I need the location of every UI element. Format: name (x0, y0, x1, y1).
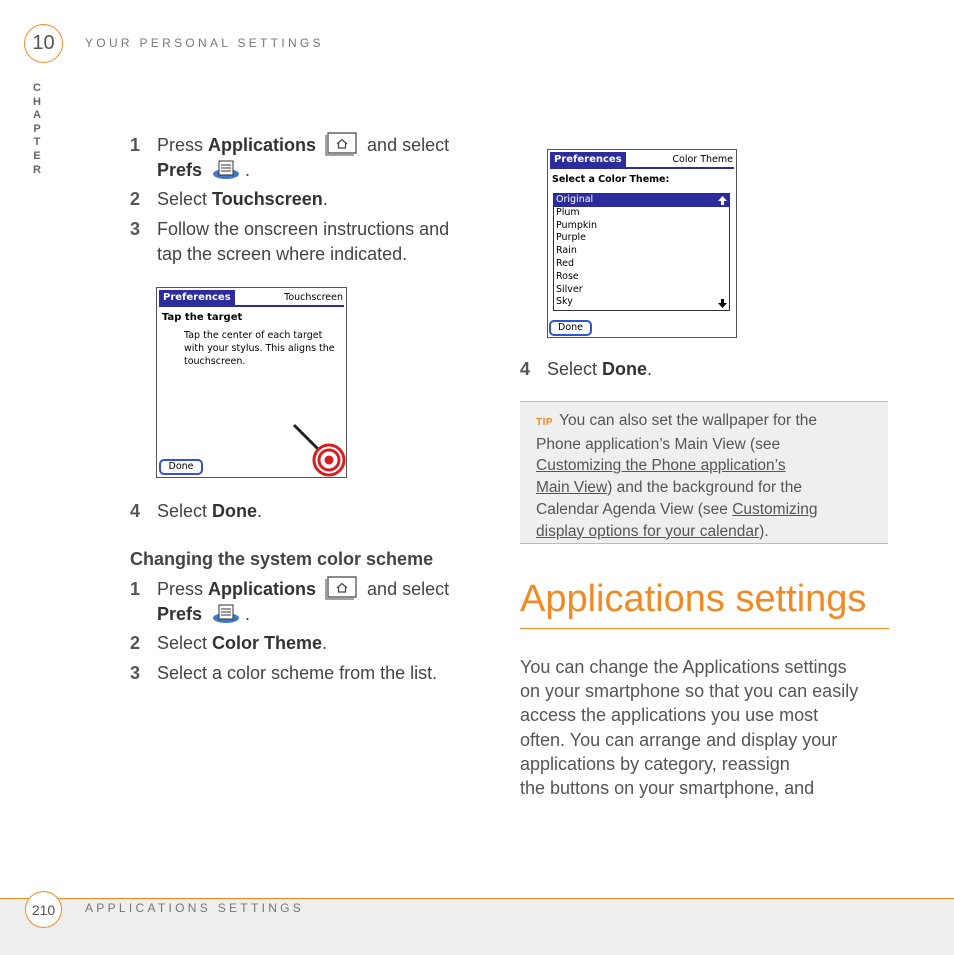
applications-label: Applications (208, 135, 317, 155)
section-heading: Applications settings (520, 578, 867, 620)
theme-list-item[interactable]: Pumpkin (556, 219, 598, 231)
screen-heading: Select a Color Theme: (552, 174, 670, 185)
theme-list-item[interactable]: Plum (556, 206, 580, 218)
target-icon (290, 421, 346, 477)
heading-rule (520, 628, 889, 629)
preferences-tab: Preferences (550, 152, 626, 167)
instruction-line-1: Tap the center of each target (184, 330, 323, 341)
theme-list-item[interactable]: Original (554, 194, 729, 207)
tip-box (520, 401, 888, 544)
screen-heading: Tap the target (162, 312, 243, 323)
prefs-icon (211, 158, 241, 180)
running-title: YOUR PERSONAL SETTINGS (85, 36, 324, 50)
chapter-number-badge (24, 24, 63, 63)
page-number-badge (25, 891, 62, 928)
color-theme-screenshot (547, 149, 737, 338)
theme-list-item[interactable]: Red (556, 258, 575, 269)
chapter-number: 10 (32, 32, 55, 54)
page-number: 210 (31, 901, 56, 918)
theme-list-item[interactable]: Sky (556, 296, 573, 308)
tip-text: TIP You can also set the wallpaper for the Phone application’s Main View (see Customizing the Phone application’s Main View) and the background for the Calendar Agenda View (see Customizing display options for your calendar). (536, 412, 818, 540)
applications-home-icon (325, 131, 358, 157)
theme-list-item[interactable]: Rose (556, 270, 579, 282)
scroll-down-arrow-icon[interactable] (718, 299, 727, 308)
section-subheading: Changing the system color scheme (130, 549, 434, 569)
footer-section-title: APPLICATIONS SETTINGS (85, 901, 305, 915)
preferences-tab: Preferences (159, 290, 235, 305)
prefs-icon (211, 602, 241, 624)
screen-title: Color Theme (672, 154, 733, 165)
instruction-line-3: touchscreen. (184, 356, 246, 367)
touchscreen-screenshot (156, 287, 347, 478)
step-a3: 3 Follow the onscreen instructions and tap the screen where indicated. (130, 219, 450, 264)
theme-list[interactable] (553, 193, 730, 311)
link-customizing-calendar-display[interactable]: Customizing display options for your calendar (536, 500, 818, 540)
step-4: 4 Select Done. (520, 359, 653, 379)
step-a1: 1 Press Applications and select Prefs . (130, 133, 490, 185)
step-b2: 2 Select Color Theme. (130, 633, 328, 653)
body-paragraph: You can change the Applications settings on your smartphone so that you can easily access the applications you use most often. You can arrange and display your applications by category, reassign the buttons on your smartphone, and (520, 657, 859, 799)
scroll-up-arrow-icon[interactable] (718, 196, 727, 205)
step-a4: 4 Select Done. (130, 501, 263, 521)
step-b1: 1 Press Applications and select Prefs . (130, 577, 490, 629)
theme-list-item[interactable]: Silver (556, 283, 583, 295)
instruction-line-2: with your stylus. This aligns the (184, 343, 335, 354)
tip-label: TIP (536, 417, 554, 428)
theme-list-item[interactable]: Rain (556, 245, 577, 257)
theme-list-item[interactable]: Purple (556, 232, 587, 244)
step-a2: 2 Select Touchscreen. (130, 189, 328, 209)
done-button[interactable]: Done (549, 320, 592, 336)
chapter-label: C H A P T E R (33, 82, 41, 176)
prefs-label: Prefs (157, 160, 203, 180)
link-customizing-main-view[interactable]: Customizing the Phone application’s Main View (536, 457, 786, 497)
done-button[interactable]: Done (159, 459, 203, 475)
step-b3: 3 Select a color scheme from the list. (130, 663, 438, 683)
screen-title: Touchscreen (284, 292, 343, 303)
applications-home-icon (325, 575, 358, 601)
